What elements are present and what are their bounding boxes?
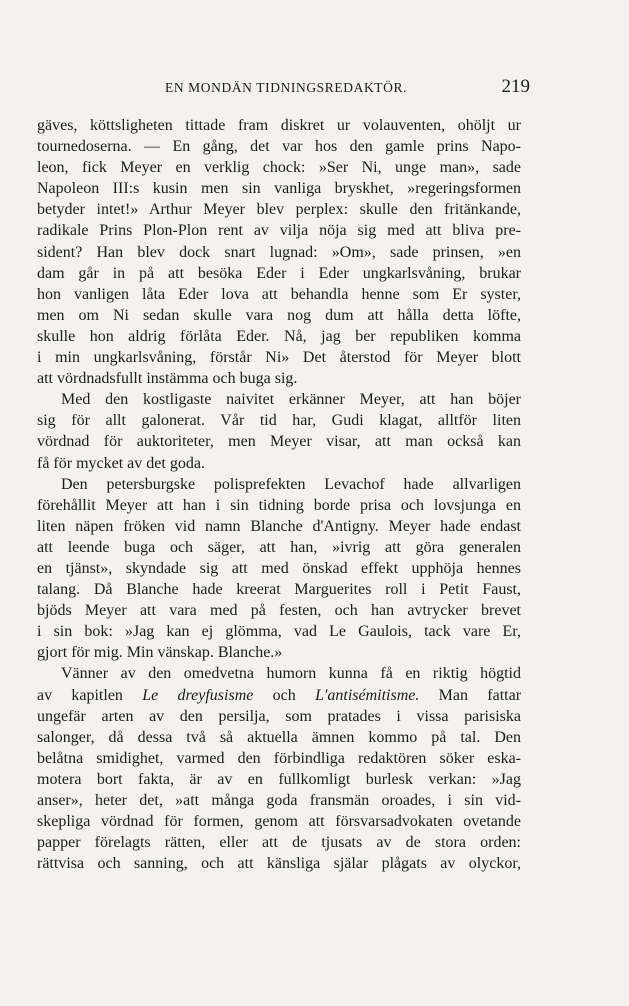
text-line: skulle hon aldrig förlåta Eder. Nå, jag ber republiken komma: [37, 327, 521, 345]
body-text: [37, 115, 521, 874]
text-line: hon vanligen låta Eder lova att behandla henne som Er syster,: [37, 285, 521, 303]
text-line: motera bort fakta, är av en fullkomligt burlesk verkan: »Jag: [37, 770, 521, 788]
text-line: tournedoserna. — En gång, det var hos den gamle prins Napo-: [37, 138, 521, 156]
text-line: radikale Prins Plon-Plon rent av vilja nöja sig med att bliva pre-: [37, 222, 521, 240]
text-line: gäves, köttsligheten tittade fram diskret ur volauventen, ohöljt ur: [37, 117, 521, 134]
text-line: bjöds Meyer att vara med på festen, och han avtrycker brevet: [37, 602, 521, 620]
text-line: men om Ni sedan skulle vara nog dum att hålla detta löfte,: [37, 306, 521, 324]
running-head: EN MONDÄN TIDNINGSREDAKTÖR.: [165, 80, 408, 95]
text-line: liten näpen fröken vid namn Blanche d'Antigny. Meyer hade endast: [37, 517, 521, 535]
text-line: ungefär arten av den persilja, som pratades i vissa parisiska: [37, 707, 521, 725]
text-line: dam går in på att besöka Eder i Eder ungkarlsvåning, brukar: [37, 264, 521, 282]
text-line: Med den kostligaste naivitet erkänner Meyer, att han böjer: [61, 391, 521, 409]
text-line: Napoleon III:s kusin men sin vanliga bryskhet, »regeringsformen: [37, 180, 521, 198]
text-line: att vördnadsfullt instämma och buga sig.: [37, 370, 298, 388]
text-line-with-titles: [37, 685, 521, 706]
book-title: Le dreyfusisme: [142, 686, 254, 704]
text-line: talang. Då Blanche hade kreerat Marguerites roll i Petit Faust,: [37, 581, 521, 599]
text-line: få för mycket av det goda.: [37, 454, 205, 472]
text-fragment: Man fattar: [438, 686, 522, 704]
text-line: leon, fick Meyer en verklig chock: »Ser Ni, unge man», sade: [37, 159, 521, 177]
text-line: belåtna smidighet, varmed den förbindliga redaktören söker eska-: [37, 749, 521, 767]
text-fragment: och: [272, 686, 296, 704]
text-line: gjort för mig. Min vänskap. Blanche.»: [37, 644, 283, 662]
text-line: anser», heter det, »att många goda fransmän oroades, i sin vid-: [37, 792, 521, 809]
text-line: rättvisa och sanning, och att känsliga själar plågats av olyckor,: [37, 855, 521, 873]
text-line: skepliga vördnad för formen, genom att försvarsadvokaten ovetande: [37, 813, 521, 831]
page-header: [60, 76, 530, 100]
text-line: vördnad för auktoriteter, men Meyer visar, att man också kan: [37, 433, 521, 451]
text-line: i sin bok: »Jag kan ej glömma, vad Le Gaulois, tack vare Er,: [37, 623, 521, 641]
text-line: betyder intet!» Arthur Meyer blev perplex: skulle den fritänkande,: [37, 201, 521, 219]
book-title: L'antisémitisme.: [315, 686, 420, 704]
text-line: Den petersburgske polisprefekten Levachof hade allvarligen: [61, 475, 521, 493]
text-line: salonger, då dessa två så aktuella ämnen kommo på tal. Den: [37, 728, 521, 746]
text-line: att leende buga och säger, att han, »ivrig att göra generalen: [37, 538, 521, 556]
text-line: sig för allt galonerat. Vår tid har, Gudi klagat, alltför liten: [37, 412, 521, 430]
text-line: i min ungkarlsvåning, förstår Ni» Det återstod för Meyer blott: [37, 349, 521, 367]
text-line: en tjänst», skyndade sig att med önskad effekt upphöja hennes: [37, 559, 521, 577]
text-line: papper förelagts rätten, eller att de tjusats av de stora orden:: [37, 834, 521, 852]
page-number: 219: [501, 76, 530, 97]
text-fragment: av kapitlen: [37, 686, 123, 704]
text-line: förehållit Meyer att han i sin tidning borde prisa och lovsjunga en: [37, 496, 521, 514]
text-line: Vänner av den omedvetna humorn kunna få en riktig högtid: [61, 665, 521, 683]
text-line: sident? Han blev dock snart lugnad: »Om», sade prinsen, »en: [37, 243, 521, 261]
